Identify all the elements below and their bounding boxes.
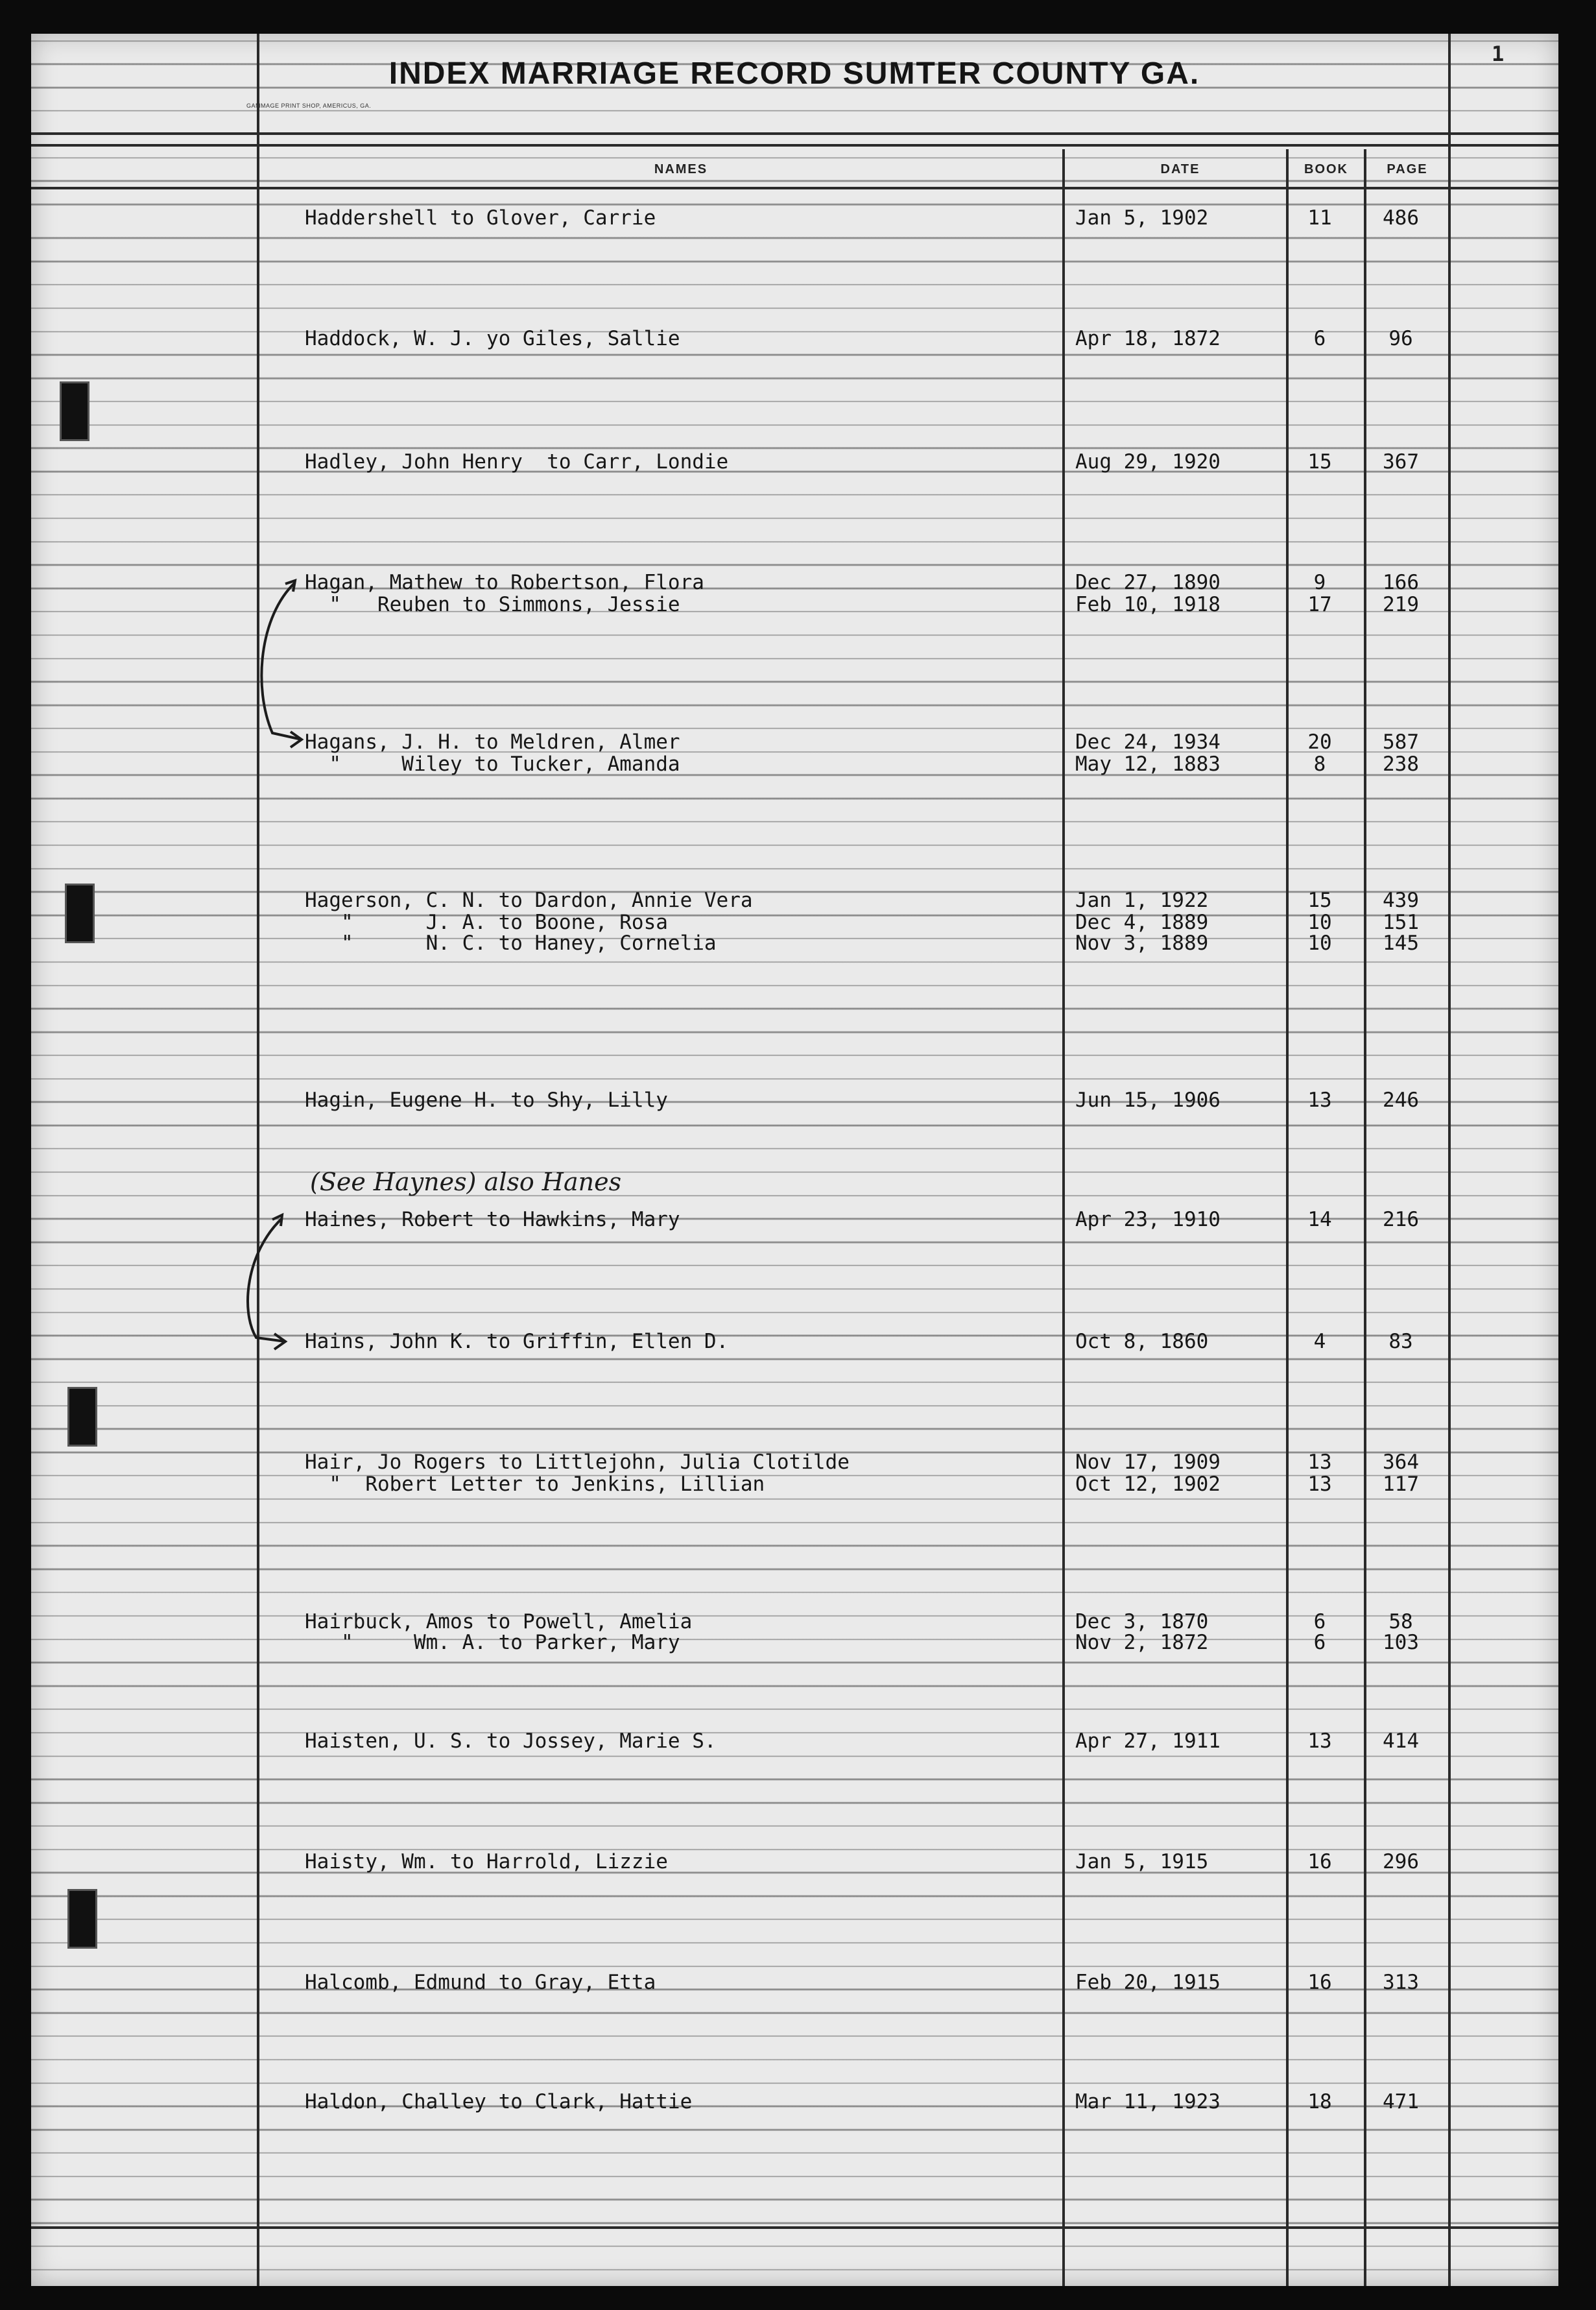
- entry-book: 6: [1313, 1631, 1326, 1654]
- entry-book: 4: [1313, 1330, 1326, 1353]
- entry-date: Jun 15, 1906: [1075, 1089, 1221, 1112]
- page-title: INDEX MARRIAGE RECORD SUMTER COUNTY GA.: [388, 56, 1200, 91]
- entry-page: 145: [1383, 932, 1419, 955]
- entry-book: 13: [1307, 1473, 1332, 1496]
- entry-name: " N. C. to Haney, Cornelia: [305, 932, 717, 955]
- entry-name: " Reuben to Simmons, Jessie: [305, 593, 680, 616]
- entry-book: 10: [1307, 932, 1332, 955]
- entry-page: 216: [1383, 1208, 1419, 1231]
- entry-date: Apr 27, 1911: [1075, 1729, 1221, 1753]
- entry-date: Aug 29, 1920: [1075, 450, 1221, 474]
- entry-page: 96: [1388, 327, 1413, 350]
- entry-date: Jan 5, 1915: [1075, 1850, 1209, 1873]
- entry-date: Dec 3, 1870: [1075, 1610, 1209, 1633]
- entry-date: Feb 10, 1918: [1075, 593, 1221, 616]
- entry-name: Halcomb, Edmund to Gray, Etta: [305, 1971, 656, 1994]
- entry-book: 6: [1313, 1610, 1326, 1633]
- entry-page: 238: [1383, 752, 1419, 776]
- entry-book: 6: [1313, 327, 1326, 350]
- entry-page: 166: [1383, 571, 1419, 594]
- column-header-names: NAMES: [654, 162, 708, 176]
- entry-date: Nov 2, 1872: [1075, 1631, 1209, 1654]
- entry-name: Haines, Robert to Hawkins, Mary: [305, 1208, 680, 1231]
- column-header-page: PAGE: [1387, 162, 1428, 176]
- entry-book: 16: [1307, 1850, 1332, 1873]
- entry-name: Haddock, W. J. yo Giles, Sallie: [305, 327, 680, 350]
- entry-date: Nov 3, 1889: [1075, 932, 1209, 955]
- entry-name: Haisty, Wm. to Harrold, Lizzie: [305, 1850, 668, 1873]
- entry-name: Hagin, Eugene H. to Shy, Lilly: [305, 1089, 668, 1112]
- entry-page: 117: [1383, 1473, 1419, 1496]
- entry-book: 20: [1307, 730, 1332, 754]
- printer-imprint: GAMMAGE PRINT SHOP, AMERICUS, GA.: [246, 102, 372, 109]
- entry-page: 151: [1383, 911, 1419, 934]
- entry-page: 367: [1383, 450, 1419, 474]
- entry-book: 11: [1307, 206, 1332, 230]
- entry-page: 246: [1383, 1089, 1419, 1112]
- entry-book: 15: [1307, 889, 1332, 912]
- entry-book: 15: [1307, 450, 1332, 474]
- entry-book: 18: [1307, 2090, 1332, 2113]
- entry-book: 9: [1313, 571, 1326, 594]
- handwritten-note: (See Haynes) also Hanes: [310, 1168, 622, 1196]
- entry-date: Jan 1, 1922: [1075, 889, 1209, 912]
- entry-name: " Wm. A. to Parker, Mary: [305, 1631, 680, 1654]
- entry-date: Dec 4, 1889: [1075, 911, 1209, 934]
- entry-page: 313: [1383, 1971, 1419, 1994]
- entry-book: 10: [1307, 911, 1332, 934]
- entry-name: Hagan, Mathew to Robertson, Flora: [305, 571, 704, 594]
- entry-date: Apr 23, 1910: [1075, 1208, 1221, 1231]
- column-header-book: BOOK: [1304, 162, 1348, 176]
- entry-name: Hadley, John Henry to Carr, Londie: [305, 450, 729, 474]
- entry-name: Hagans, J. H. to Meldren, Almer: [305, 730, 680, 754]
- entry-date: Nov 17, 1909: [1075, 1450, 1221, 1474]
- entry-date: Oct 12, 1902: [1075, 1473, 1221, 1496]
- entry-name: Haddershell to Glover, Carrie: [305, 206, 656, 230]
- entry-page: 414: [1383, 1729, 1419, 1753]
- entry-date: Mar 11, 1923: [1075, 2090, 1221, 2113]
- entry-name: Haldon, Challey to Clark, Hattie: [305, 2090, 693, 2113]
- entry-name: Haisten, U. S. to Jossey, Marie S.: [305, 1729, 717, 1753]
- entry-book: 14: [1307, 1208, 1332, 1231]
- column-header-date: DATE: [1160, 162, 1200, 176]
- entry-date: Dec 27, 1890: [1075, 571, 1221, 594]
- entry-date: Feb 20, 1915: [1075, 1971, 1221, 1994]
- entry-name: " Robert Letter to Jenkins, Lillian: [305, 1473, 765, 1496]
- entry-page: 439: [1383, 889, 1419, 912]
- entry-date: Dec 24, 1934: [1075, 730, 1221, 754]
- entry-date: May 12, 1883: [1075, 752, 1221, 776]
- entry-book: 17: [1307, 593, 1332, 616]
- entry-page: 58: [1388, 1610, 1413, 1633]
- entry-book: 13: [1307, 1450, 1332, 1474]
- entry-name: " Wiley to Tucker, Amanda: [305, 752, 680, 776]
- entry-page: 587: [1383, 730, 1419, 754]
- entry-page: 364: [1383, 1450, 1419, 1474]
- entry-name: Hairbuck, Amos to Powell, Amelia: [305, 1610, 693, 1633]
- arrow-haines-hains: [248, 1218, 285, 1341]
- arrow-hagan-hagans: [261, 583, 302, 740]
- page-number: 1: [1492, 42, 1505, 66]
- entry-page: 296: [1383, 1850, 1419, 1873]
- entry-page: 83: [1388, 1330, 1413, 1353]
- entry-page: 219: [1383, 593, 1419, 616]
- entry-name: Hains, John K. to Griffin, Ellen D.: [305, 1330, 729, 1353]
- entry-name: Hair, Jo Rogers to Littlejohn, Julia Clotilde: [305, 1450, 850, 1474]
- entry-name: Hagerson, C. N. to Dardon, Annie Vera: [305, 889, 753, 912]
- entry-page: 471: [1383, 2090, 1419, 2113]
- entry-book: 13: [1307, 1089, 1332, 1112]
- entry-date: Oct 8, 1860: [1075, 1330, 1209, 1353]
- entry-page: 103: [1383, 1631, 1419, 1654]
- entry-date: Apr 18, 1872: [1075, 327, 1221, 350]
- entry-book: 8: [1313, 752, 1326, 776]
- entry-date: Jan 5, 1902: [1075, 206, 1209, 230]
- entry-name: " J. A. to Boone, Rosa: [305, 911, 668, 934]
- entry-book: 16: [1307, 1971, 1332, 1994]
- entry-book: 13: [1307, 1729, 1332, 1753]
- entry-page: 486: [1383, 206, 1419, 230]
